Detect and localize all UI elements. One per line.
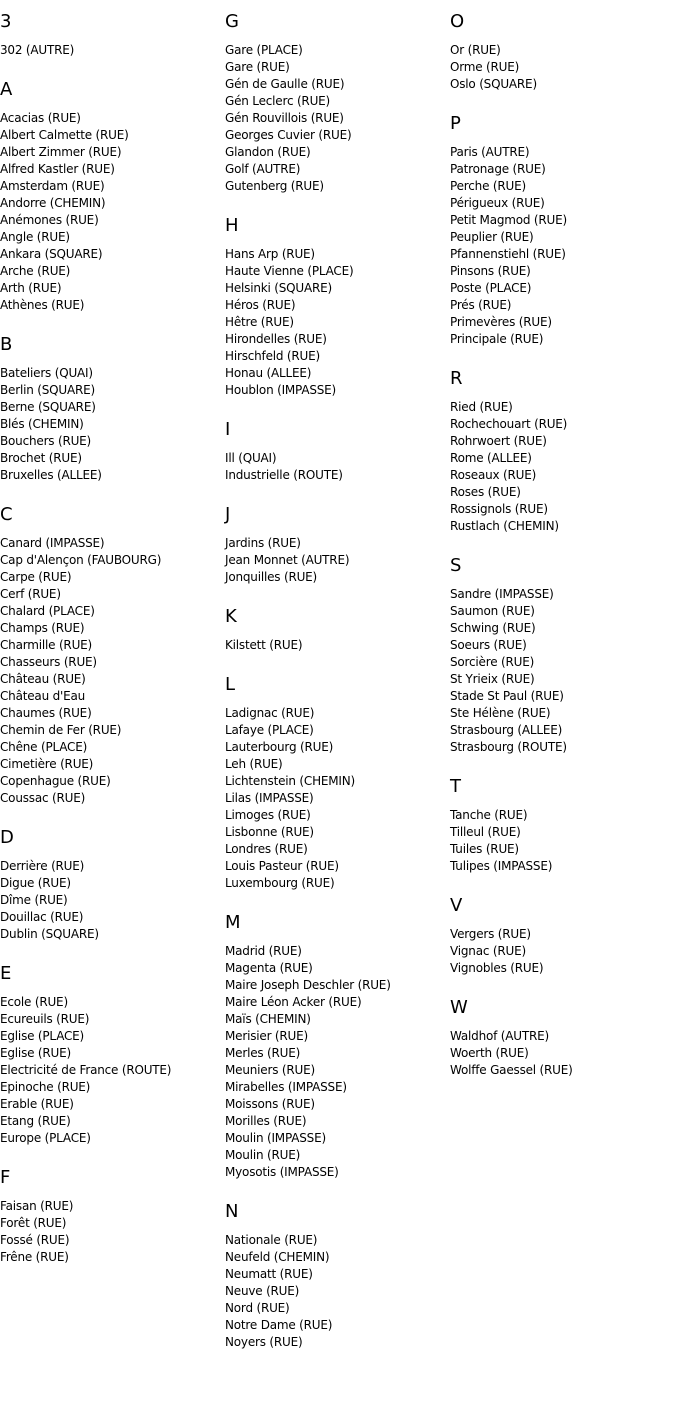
street-entry: Andorre (CHEMIN) xyxy=(0,196,106,210)
street-entry: Electricité de France (ROUTE) xyxy=(0,1063,172,1077)
street-entry: Ankara (SQUARE) xyxy=(0,247,103,261)
street-entry: Principale (RUE) xyxy=(450,332,544,346)
street-entry: Hans Arp (RUE) xyxy=(225,247,315,261)
street-list xyxy=(0,42,225,59)
street-entry: Patronage (RUE) xyxy=(450,162,546,176)
street-entry: Strasbourg (ALLEE) xyxy=(450,723,563,737)
street-entry: Wolffe Gaessel (RUE) xyxy=(450,1063,573,1077)
street-entry: Poste (PLACE) xyxy=(450,281,532,295)
street-entry: Oslo (SQUARE) xyxy=(450,77,537,91)
street-entry: St Yrieix (RUE) xyxy=(450,672,535,686)
street-list xyxy=(225,705,450,892)
letter-heading: D xyxy=(0,827,14,848)
street-entry: Jardins (RUE) xyxy=(225,536,301,550)
street-list xyxy=(225,450,450,484)
street-list xyxy=(450,586,675,756)
street-list xyxy=(450,144,675,348)
street-entry: Tuiles (RUE) xyxy=(450,842,519,856)
street-entry: Ecole (RUE) xyxy=(0,995,68,1009)
street-entry: Vignac (RUE) xyxy=(450,944,526,958)
street-entry: Moissons (RUE) xyxy=(225,1097,315,1111)
street-column xyxy=(0,10,225,1285)
street-entry: Héros (RUE) xyxy=(225,298,296,312)
street-entry: Vignobles (RUE) xyxy=(450,961,544,975)
letter-heading: V xyxy=(450,895,463,916)
street-entry: Rochechouart (RUE) xyxy=(450,417,568,431)
street-entry: Douillac (RUE) xyxy=(0,910,84,924)
street-entry: Ecureuils (RUE) xyxy=(0,1012,90,1026)
street-entry: Roses (RUE) xyxy=(450,485,521,499)
street-entry: Rohrwoert (RUE) xyxy=(450,434,547,448)
street-entry: Chalard (PLACE) xyxy=(0,604,95,618)
street-entry: Alfred Kastler (RUE) xyxy=(0,162,115,176)
street-entry: Schwing (RUE) xyxy=(450,621,536,635)
street-entry: Arche (RUE) xyxy=(0,264,71,278)
street-entry: Neufeld (CHEMIN) xyxy=(225,1250,330,1264)
street-entry: Petit Magmod (RUE) xyxy=(450,213,568,227)
street-entry: Nord (RUE) xyxy=(225,1301,290,1315)
letter-group xyxy=(225,673,450,892)
letter-group xyxy=(225,1200,450,1351)
street-list xyxy=(0,365,225,484)
street-entry: Château (RUE) xyxy=(0,672,86,686)
street-entry: Pinsons (RUE) xyxy=(450,264,531,278)
letter-group xyxy=(225,10,450,195)
street-entry: Maire Léon Acker (RUE) xyxy=(225,995,362,1009)
street-entry: Neumatt (RUE) xyxy=(225,1267,313,1281)
letter-heading: B xyxy=(0,334,13,355)
street-entry: Houblon (IMPASSE) xyxy=(225,383,337,397)
letter-heading: E xyxy=(0,963,12,984)
letter-heading: P xyxy=(450,113,461,134)
letter-group xyxy=(225,605,450,654)
street-entry: Notre Dame (RUE) xyxy=(225,1318,333,1332)
letter-heading: W xyxy=(450,997,468,1018)
street-entry: Roseaux (RUE) xyxy=(450,468,537,482)
letter-group xyxy=(225,214,450,399)
street-entry: Honau (ALLEE) xyxy=(225,366,312,380)
street-list xyxy=(450,926,675,977)
street-entry: Sorcière (RUE) xyxy=(450,655,535,669)
letter-heading: M xyxy=(225,912,241,933)
street-entry: Stade St Paul (RUE) xyxy=(450,689,564,703)
street-entry: Limoges (RUE) xyxy=(225,808,311,822)
letter-group xyxy=(0,333,225,484)
street-entry: Moulin (RUE) xyxy=(225,1148,301,1162)
street-entry: Meuniers (RUE) xyxy=(225,1063,315,1077)
street-entry: Brochet (RUE) xyxy=(0,451,82,465)
street-entry: Magenta (RUE) xyxy=(225,961,313,975)
street-entry: Fossé (RUE) xyxy=(0,1233,70,1247)
letter-heading: H xyxy=(225,215,239,236)
street-entry: Glandon (RUE) xyxy=(225,145,311,159)
street-entry: Jean Monnet (AUTRE) xyxy=(225,553,350,567)
street-entry: Hêtre (RUE) xyxy=(225,315,294,329)
letter-heading: I xyxy=(225,419,231,440)
street-entry: Canard (IMPASSE) xyxy=(0,536,105,550)
street-entry: Cap d'Alençon (FAUBOURG) xyxy=(0,553,162,567)
street-entry: Périgueux (RUE) xyxy=(450,196,545,210)
street-list xyxy=(225,246,450,399)
street-list xyxy=(225,535,450,586)
street-entry: Albert Zimmer (RUE) xyxy=(0,145,122,159)
street-entry: Moulin (IMPASSE) xyxy=(225,1131,326,1145)
letter-group xyxy=(450,894,675,977)
street-entry: Tanche (RUE) xyxy=(450,808,528,822)
street-entry: Digue (RUE) xyxy=(0,876,71,890)
street-entry: Ste Hélène (RUE) xyxy=(450,706,551,720)
street-entry: Ried (RUE) xyxy=(450,400,513,414)
street-list xyxy=(450,399,675,535)
street-entry: Carpe (RUE) xyxy=(0,570,72,584)
letter-group xyxy=(450,554,675,756)
street-list xyxy=(450,807,675,875)
street-entry: Epinoche (RUE) xyxy=(0,1080,91,1094)
street-entry: Chaumes (RUE) xyxy=(0,706,92,720)
street-entry: Eglise (RUE) xyxy=(0,1046,71,1060)
street-entry: 302 (AUTRE) xyxy=(0,43,75,57)
letter-group xyxy=(0,78,225,314)
street-entry: Chasseurs (RUE) xyxy=(0,655,97,669)
street-entry: Louis Pasteur (RUE) xyxy=(225,859,339,873)
street-entry: Orme (RUE) xyxy=(450,60,520,74)
street-entry: Luxembourg (RUE) xyxy=(225,876,335,890)
letter-group xyxy=(450,112,675,348)
street-entry: Europe (PLACE) xyxy=(0,1131,91,1145)
street-entry: Gén Leclerc (RUE) xyxy=(225,94,331,108)
street-entry: Haute Vienne (PLACE) xyxy=(225,264,354,278)
letter-heading: 3 xyxy=(0,11,12,32)
letter-group xyxy=(0,962,225,1147)
letter-heading: G xyxy=(225,11,239,32)
letter-group xyxy=(450,996,675,1079)
street-entry: Strasbourg (ROUTE) xyxy=(450,740,567,754)
street-entry: Merisier (RUE) xyxy=(225,1029,308,1043)
street-entry: Gare (RUE) xyxy=(225,60,290,74)
street-column xyxy=(450,10,675,1098)
street-list xyxy=(0,858,225,943)
street-entry: Georges Cuvier (RUE) xyxy=(225,128,352,142)
street-entry: Kilstett (RUE) xyxy=(225,638,303,652)
letter-heading: F xyxy=(0,1167,11,1188)
street-entry: Prés (RUE) xyxy=(450,298,512,312)
letter-group xyxy=(225,911,450,1181)
street-entry: Peuplier (RUE) xyxy=(450,230,534,244)
street-entry: Merles (RUE) xyxy=(225,1046,301,1060)
street-entry: Erable (RUE) xyxy=(0,1097,74,1111)
street-entry: Albert Calmette (RUE) xyxy=(0,128,129,142)
street-entry: Gutenberg (RUE) xyxy=(225,179,324,193)
street-entry: Tilleul (RUE) xyxy=(450,825,521,839)
street-entry: Morilles (RUE) xyxy=(225,1114,307,1128)
street-entry: Or (RUE) xyxy=(450,43,501,57)
street-entry: Londres (RUE) xyxy=(225,842,308,856)
street-entry: Dîme (RUE) xyxy=(0,893,68,907)
street-entry: Lafaye (PLACE) xyxy=(225,723,314,737)
street-entry: Berne (SQUARE) xyxy=(0,400,96,414)
street-entry: Berlin (SQUARE) xyxy=(0,383,95,397)
street-entry: Blés (CHEMIN) xyxy=(0,417,84,431)
street-entry: Arth (RUE) xyxy=(0,281,62,295)
street-entry: Acacias (RUE) xyxy=(0,111,81,125)
street-entry: Myosotis (IMPASSE) xyxy=(225,1165,339,1179)
street-entry: Gare (PLACE) xyxy=(225,43,303,57)
street-entry: Forêt (RUE) xyxy=(0,1216,67,1230)
street-entry: Madrid (RUE) xyxy=(225,944,302,958)
street-entry: Lauterbourg (RUE) xyxy=(225,740,334,754)
street-list xyxy=(225,1232,450,1351)
street-entry: Golf (AUTRE) xyxy=(225,162,301,176)
street-entry: Château d'Eau xyxy=(0,689,86,703)
letter-group xyxy=(0,826,225,943)
street-entry: Lisbonne (RUE) xyxy=(225,825,314,839)
letter-heading: N xyxy=(225,1201,239,1222)
street-entry: Lilas (IMPASSE) xyxy=(225,791,314,805)
street-list xyxy=(0,535,225,807)
letter-heading: R xyxy=(450,368,463,389)
street-entry: Faisan (RUE) xyxy=(0,1199,74,1213)
street-list xyxy=(450,42,675,93)
street-entry: Paris (AUTRE) xyxy=(450,145,530,159)
street-entry: Bouchers (RUE) xyxy=(0,434,92,448)
street-entry: Lichtenstein (CHEMIN) xyxy=(225,774,356,788)
letter-group xyxy=(0,503,225,807)
letter-heading: J xyxy=(225,504,231,525)
street-entry: Industrielle (ROUTE) xyxy=(225,468,343,482)
street-list xyxy=(0,1198,225,1266)
street-entry: Ladignac (RUE) xyxy=(225,706,315,720)
letter-group xyxy=(450,10,675,93)
street-entry: Rustlach (CHEMIN) xyxy=(450,519,559,533)
street-entry: Sandre (IMPASSE) xyxy=(450,587,554,601)
street-entry: Jonquilles (RUE) xyxy=(225,570,318,584)
street-entry: Cerf (RUE) xyxy=(0,587,61,601)
letter-group xyxy=(0,10,225,59)
street-entry: Gén Rouvillois (RUE) xyxy=(225,111,344,125)
street-entry: Noyers (RUE) xyxy=(225,1335,303,1349)
street-entry: Chemin de Fer (RUE) xyxy=(0,723,122,737)
letter-group xyxy=(450,775,675,875)
street-entry: Nationale (RUE) xyxy=(225,1233,318,1247)
street-entry: Ill (QUAI) xyxy=(225,451,277,465)
street-entry: Frêne (RUE) xyxy=(0,1250,69,1264)
street-entry: Maire Joseph Deschler (RUE) xyxy=(225,978,391,992)
street-entry: Rossignols (RUE) xyxy=(450,502,548,516)
street-list xyxy=(225,943,450,1181)
street-entry: Athènes (RUE) xyxy=(0,298,85,312)
street-list xyxy=(0,994,225,1147)
street-entry: Dublin (SQUARE) xyxy=(0,927,99,941)
street-entry: Champs (RUE) xyxy=(0,621,85,635)
letter-heading: C xyxy=(0,504,13,525)
letter-group xyxy=(0,1166,225,1266)
street-entry: Hirondelles (RUE) xyxy=(225,332,327,346)
letter-heading: K xyxy=(225,606,237,627)
street-list xyxy=(0,110,225,314)
letter-heading: O xyxy=(450,11,465,32)
letter-group xyxy=(450,367,675,535)
street-entry: Helsinki (SQUARE) xyxy=(225,281,332,295)
street-entry: Neuve (RUE) xyxy=(225,1284,300,1298)
letter-group xyxy=(225,418,450,484)
street-entry: Tulipes (IMPASSE) xyxy=(450,859,553,873)
street-entry: Perche (RUE) xyxy=(450,179,526,193)
street-entry: Waldhof (AUTRE) xyxy=(450,1029,549,1043)
street-list xyxy=(225,637,450,654)
street-entry: Cimetière (RUE) xyxy=(0,757,94,771)
street-entry: Mirabelles (IMPASSE) xyxy=(225,1080,347,1094)
street-entry: Coussac (RUE) xyxy=(0,791,86,805)
street-list xyxy=(450,1028,675,1079)
street-entry: Vergers (RUE) xyxy=(450,927,531,941)
street-entry: Soeurs (RUE) xyxy=(450,638,527,652)
street-entry: Charmille (RUE) xyxy=(0,638,93,652)
street-entry: Bruxelles (ALLEE) xyxy=(0,468,102,482)
street-entry: Rome (ALLEE) xyxy=(450,451,532,465)
street-entry: Primevères (RUE) xyxy=(450,315,552,329)
street-entry: Copenhague (RUE) xyxy=(0,774,111,788)
street-entry: Leh (RUE) xyxy=(225,757,283,771)
letter-heading: A xyxy=(0,79,13,100)
street-entry: Derrière (RUE) xyxy=(0,859,85,873)
street-entry: Amsterdam (RUE) xyxy=(0,179,105,193)
street-entry: Saumon (RUE) xyxy=(450,604,535,618)
street-entry: Maïs (CHEMIN) xyxy=(225,1012,311,1026)
street-entry: Pfannenstiehl (RUE) xyxy=(450,247,566,261)
letter-heading: S xyxy=(450,555,462,576)
street-entry: Eglise (PLACE) xyxy=(0,1029,85,1043)
letter-heading: L xyxy=(225,674,236,695)
street-entry: Chêne (PLACE) xyxy=(0,740,88,754)
street-entry: Gén de Gaulle (RUE) xyxy=(225,77,345,91)
street-entry: Woerth (RUE) xyxy=(450,1046,529,1060)
street-list xyxy=(225,42,450,195)
street-entry: Etang (RUE) xyxy=(0,1114,71,1128)
letter-heading: T xyxy=(450,776,461,797)
street-entry: Bateliers (QUAI) xyxy=(0,366,93,380)
letter-group xyxy=(225,503,450,586)
street-column xyxy=(225,10,450,1370)
street-entry: Anémones (RUE) xyxy=(0,213,99,227)
street-entry: Hirschfeld (RUE) xyxy=(225,349,320,363)
street-entry: Angle (RUE) xyxy=(0,230,70,244)
